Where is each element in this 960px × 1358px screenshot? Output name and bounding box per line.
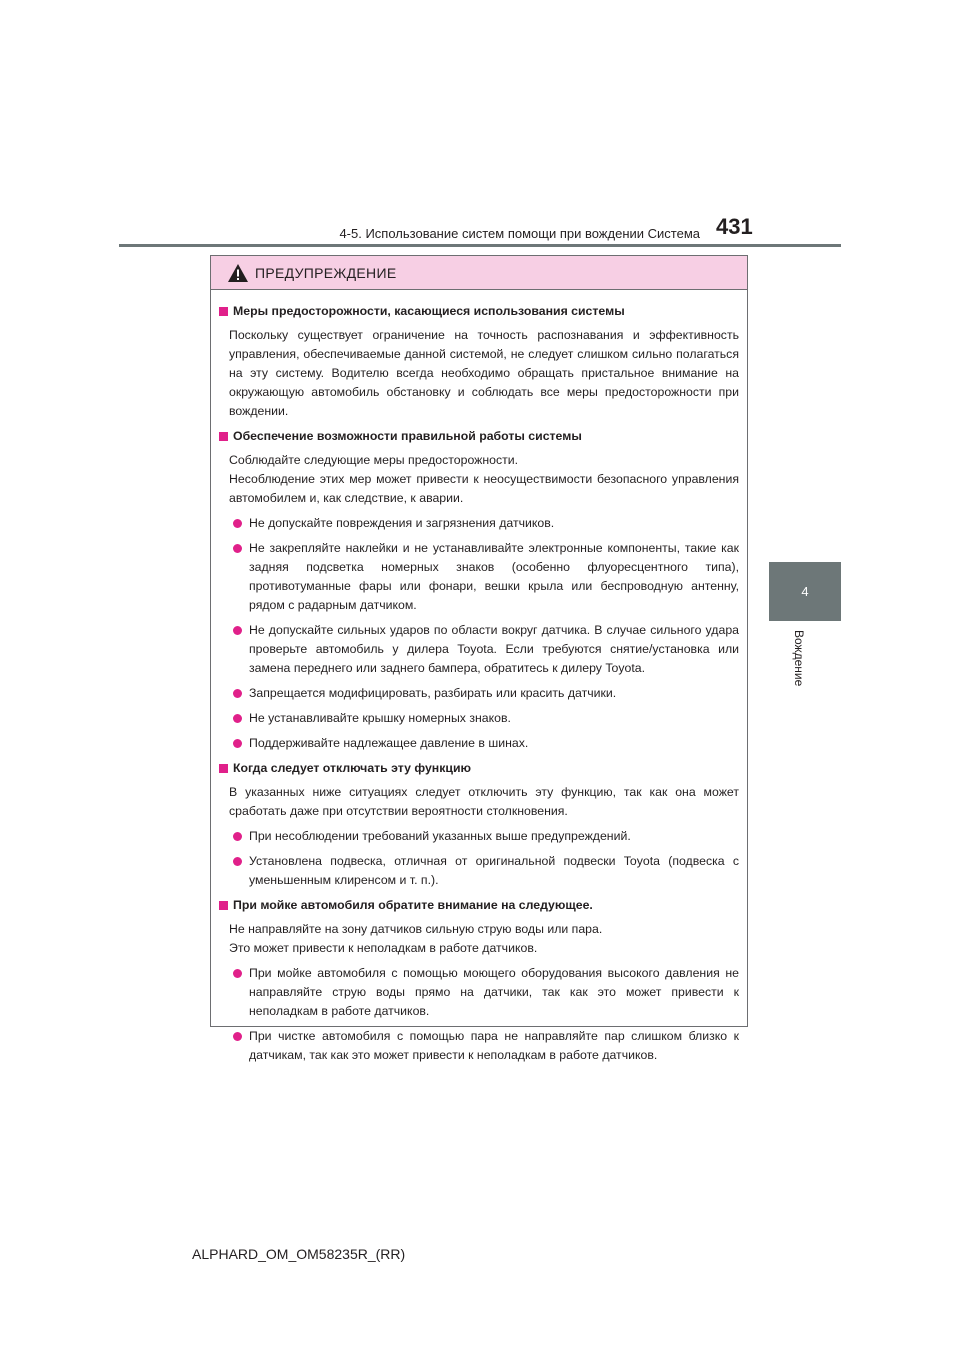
section-heading: [219, 896, 739, 915]
warning-triangle-icon: [227, 263, 249, 283]
square-bullet-icon: [219, 764, 228, 773]
document-code: ALPHARD_OM_OM58235R_(RR): [192, 1246, 406, 1262]
section-paragraph: Не направляйте на зону датчиков сильную струю воды или пара. Это может привести к неполадкам в работе датчиков.: [229, 922, 603, 955]
section-heading-text: Меры предосторожности, касающиеся использования системы: [233, 304, 625, 318]
bullet-text: При чистке автомобиля с помощью пара не направляйте пар слишком близко к датчикам, так как это может привести к неполадкам в работе датчиков.: [249, 1029, 739, 1062]
section-heading: [219, 302, 739, 321]
bullet-item: [233, 514, 739, 533]
square-bullet-icon: [219, 432, 228, 441]
bullet-text: Запрещается модифицировать, разбирать или красить датчики.: [249, 686, 617, 700]
bullet-text: При несоблюдении требований указанных выше предупреждений.: [249, 829, 631, 843]
section-paragraph: Поскольку существует ограничение на точность распознавания и эффективность управления, обеспечиваемые данной системой, не следует слишком сильно полагаться на эту систему. Водителю всегда необходимо обращать пристальное внимание на окружающую автомобиль обстановку и соблюдать все меры предосторожности при вождении.: [229, 328, 739, 418]
bullet-item: [233, 827, 739, 846]
bullet-text: Установлена подвеска, отличная от оригинальной подвески Toyota (подвеска с уменьшенным клиренсом и т. п.).: [249, 854, 739, 887]
warning-header: [211, 256, 747, 290]
page-number: 431: [716, 214, 753, 239]
bullet-item: [233, 539, 739, 615]
bullet-item: [233, 964, 739, 1021]
bullet-text: Поддерживайте надлежащее давление в шинах.: [249, 736, 529, 750]
section-heading-text: Обеспечение возможности правильной работы системы: [233, 429, 582, 443]
round-bullet-icon: [233, 739, 242, 748]
bullet-text: Не допускайте повреждения и загрязнения датчиков.: [249, 516, 555, 530]
section-heading-text: Когда следует отключать эту функцию: [233, 761, 472, 775]
warning-box: [210, 255, 748, 1062]
section-heading: [219, 759, 739, 778]
bullet-item: [233, 852, 739, 890]
bullet-text: Не допускайте сильных ударов по области вокруг датчика. В случае сильного удара проверьте автомобиль у дилера Toyota. Если требуются снятие/установка или замена переднего или заднего бампера, обратитесь к дилеру Toyota.: [249, 623, 739, 675]
round-bullet-icon: [233, 969, 242, 978]
bullet-item: [233, 1027, 739, 1065]
bullet-item: [233, 734, 739, 753]
bullet-text: Не устанавливайте крышку номерных знаков.: [249, 711, 511, 725]
section-heading-text: При мойке автомобиля обратите внимание на следующее.: [233, 898, 593, 912]
square-bullet-icon: [219, 307, 228, 316]
section-paragraph: В указанных ниже ситуациях следует отключить эту функцию, так как она может сработать даже при отсутствии вероятности столкновения.: [229, 785, 739, 818]
warning-body: [211, 290, 747, 1065]
round-bullet-icon: [233, 689, 242, 698]
chapter-number: 4: [801, 584, 809, 599]
warning-title: ПРЕДУПРЕЖДЕНИЕ: [255, 264, 397, 281]
round-bullet-icon: [233, 1032, 242, 1041]
running-header: 4-5. Использование систем помощи при вождении Система: [339, 226, 700, 241]
chapter-label: Вождение: [792, 630, 806, 687]
round-bullet-icon: [233, 544, 242, 553]
bullet-text: Не закрепляйте наклейки и не устанавливайте электронные компоненты, такие как задняя подсветка номерных знаков (особенно флуоресцентного типа), противотуманные фары или фонари, вешки крыла или беспроводную антенну, рядом с радарным датчиком.: [249, 541, 739, 612]
round-bullet-icon: [233, 519, 242, 528]
header-divider: [119, 244, 841, 247]
chapter-tab: [769, 562, 841, 621]
bullet-item: [233, 684, 739, 703]
bullet-item: [233, 621, 739, 678]
square-bullet-icon: [219, 901, 228, 910]
bullet-item: [233, 709, 739, 728]
round-bullet-icon: [233, 857, 242, 866]
round-bullet-icon: [233, 626, 242, 635]
round-bullet-icon: [233, 832, 242, 841]
round-bullet-icon: [233, 714, 242, 723]
bullet-text: При мойке автомобиля с помощью моющего оборудования высокого давления не направляйте струю воды прямо на датчики, так как это может привести к неполадкам в работе датчиков.: [249, 966, 739, 1018]
section-heading: [219, 427, 739, 446]
section-paragraph: Соблюдайте следующие меры предосторожности. Несоблюдение этих мер может привести к неосуществимости безопасного управления автомобилем и, как следствие, к аварии.: [229, 453, 739, 505]
